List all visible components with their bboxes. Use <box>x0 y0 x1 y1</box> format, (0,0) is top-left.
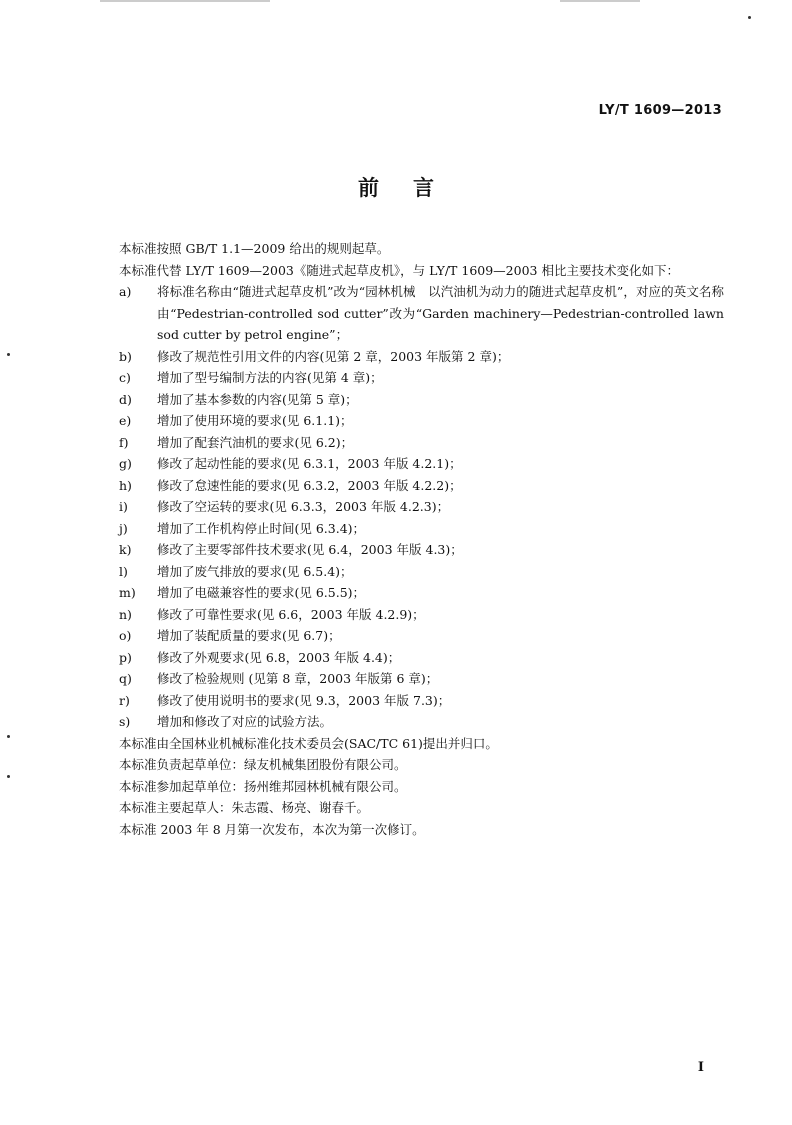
list-item-label: s) <box>119 714 131 729</box>
list-item-label: c) <box>119 370 131 385</box>
list-item-text: 增加了配套汽油机的要求(见 6.2)； <box>157 434 354 450</box>
list-item-label: d) <box>119 391 132 407</box>
list-item-label: h) <box>119 477 132 493</box>
scan-dot <box>7 775 10 778</box>
list-item <box>119 561 724 583</box>
list-item-label: a) <box>119 284 132 299</box>
closing-line: 本标准由全国林业机械标准化技术委员会(SAC/TC 61)提出并归口。 <box>119 735 498 751</box>
list-item-text: 修改了起动性能的要求(见 6.3.1，2003 年版 4.2.1)； <box>157 456 462 471</box>
list-item <box>119 539 724 561</box>
list-item-text: 增加和修改了对应的试验方法。 <box>157 714 333 729</box>
list-item <box>119 625 724 647</box>
list-item-text: 修改了外观要求(见 6.8，2003 年版 4.4)； <box>157 649 401 665</box>
list-item-text: 修改了怠速性能的要求(见 6.3.2，2003 年版 4.2.2)； <box>157 477 462 493</box>
list-item-label: p) <box>119 649 132 665</box>
list-item-label: i) <box>119 499 128 514</box>
closing-line: 本标准主要起草人：朱志霞、杨亮、谢春千。 <box>119 800 370 815</box>
list-item <box>119 690 724 712</box>
foreword-body <box>119 238 724 840</box>
list-item <box>119 432 724 454</box>
list-item-text: 修改了规范性引用文件的内容(见第 2 章，2003 年版第 2 章)； <box>157 348 510 364</box>
standard-code: LY/T 1609—2013 <box>598 103 722 118</box>
list-item <box>119 582 724 604</box>
list-item-label: o) <box>119 628 132 643</box>
list-item-label: l) <box>119 563 128 579</box>
list-item-text: 修改了主要零部件技术要求(见 6.4，2003 年版 4.3)； <box>157 542 463 557</box>
list-item <box>119 367 724 389</box>
list-item <box>119 518 724 540</box>
list-item-label: f) <box>119 434 129 450</box>
list-item <box>119 647 724 669</box>
list-item-text: 增加了装配质量的要求(见 6.7)； <box>157 628 341 643</box>
list-item-text: 将标准名称由“随进式起草皮机”改为“园林机械 以汽油机为动力的随进式起草皮机”，对应的英文名称由“Pedestrian-controlled sod cutter”改为“Garden machinery—Pedestrian-controlled lawn sod cutter by petrol engine”； <box>157 284 724 342</box>
list-item <box>119 668 724 690</box>
closing-line: 本标准负责起草单位：绿友机械集团股份有限公司。 <box>119 757 407 772</box>
list-item <box>119 475 724 497</box>
list-item-text: 修改了空运转的要求(见 6.3.3，2003 年版 4.2.3)； <box>157 499 450 514</box>
list-item <box>119 281 724 346</box>
list-item-label: b) <box>119 348 132 364</box>
list-item-text: 增加了电磁兼容性的要求(见 6.5.5)； <box>157 585 366 600</box>
list-item-text: 修改了使用说明书的要求(见 9.3，2003 年版 7.3)； <box>157 692 451 708</box>
intro-line: 本标准按照 GB/T 1.1—2009 给出的规则起草。 <box>119 241 390 256</box>
closing-line: 本标准参加起草单位：扬州维邦园林机械有限公司。 <box>119 778 407 794</box>
closing-line: 本标准 2003 年 8 月第一次发布，本次为第一次修订。 <box>119 821 425 837</box>
list-item-label: g) <box>119 456 132 471</box>
list-item-label: k) <box>119 542 132 557</box>
list-item-label: q) <box>119 671 132 686</box>
page-number: I <box>697 1060 704 1075</box>
scan-dot <box>7 353 10 356</box>
list-item-label: e) <box>119 413 132 428</box>
list-item <box>119 711 724 733</box>
scan-dot <box>7 735 10 738</box>
list-item-text: 增加了废气排放的要求(见 6.5.4)； <box>157 563 353 579</box>
list-item-text: 增加了工作机构停止时间(见 6.3.4)； <box>157 520 366 536</box>
list-item-label: m) <box>119 585 136 600</box>
scan-edge-mark <box>100 0 270 2</box>
list-item-text: 修改了检验规则 (见第 8 章，2003 年版第 6 章)； <box>157 671 439 686</box>
intro-line: 本标准代替 LY/T 1609—2003《随进式起草皮机》，与 LY/T 1609—2003 相比主要技术变化如下： <box>119 262 679 278</box>
list-item-label: n) <box>119 606 132 622</box>
list-item <box>119 604 724 626</box>
list-item-text: 增加了基本参数的内容(见第 5 章)； <box>157 391 358 407</box>
list-item <box>119 496 724 518</box>
list-item <box>119 346 724 368</box>
list-item <box>119 453 724 475</box>
list-item-label: r) <box>119 692 130 708</box>
list-item-text: 增加了使用环境的要求(见 6.1.1)； <box>157 413 353 428</box>
page-title: 前言 <box>358 176 468 200</box>
scan-edge-mark <box>560 0 640 2</box>
list-item <box>119 410 724 432</box>
scan-dot <box>748 16 751 19</box>
list-item <box>119 389 724 411</box>
list-item-text: 修改了可靠性要求(见 6.6，2003 年版 4.2.9)； <box>157 606 425 622</box>
list-item-label: j) <box>119 520 128 536</box>
list-item-text: 增加了型号编制方法的内容(见第 4 章)； <box>157 370 383 385</box>
